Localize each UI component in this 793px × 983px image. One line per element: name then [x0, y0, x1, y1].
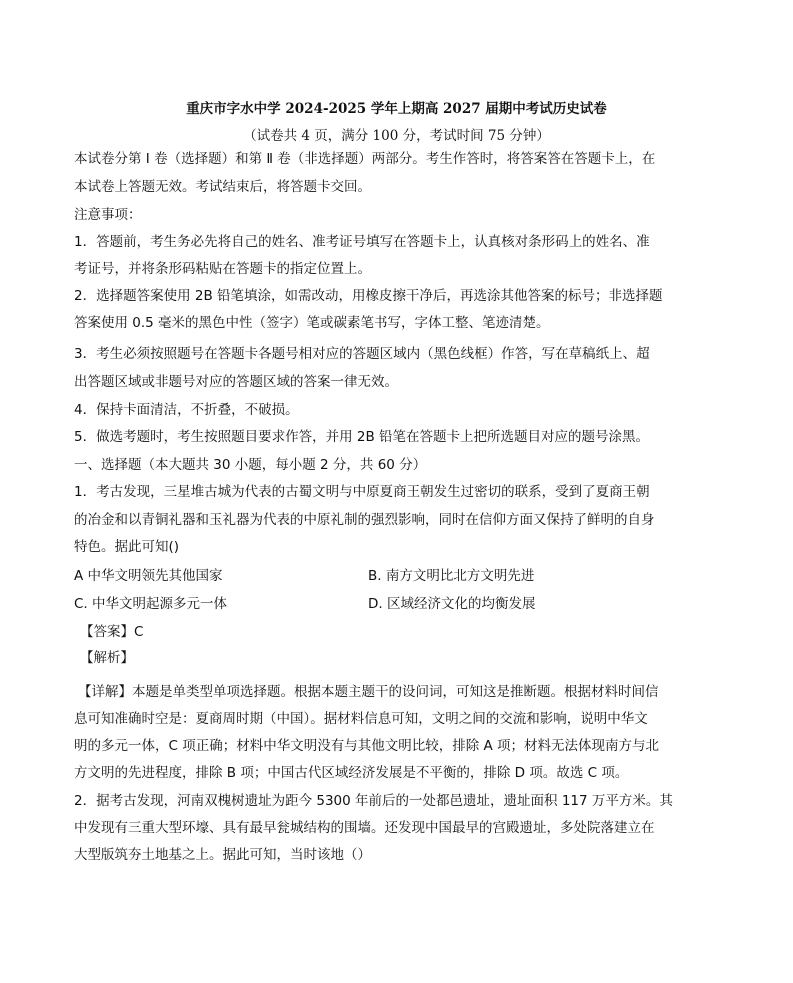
note-2-line-1: 2．选择题答案使用 2B 铅笔填涂，如需改动，用橡皮擦干净后，再选涂其他答案的标号；非选择题 — [74, 288, 663, 304]
intro-line-1: 本试卷分第 Ⅰ 卷（选择题）和第 Ⅱ 卷（非选择题）两部分。考生作答时，将答案答在答题卡上，在 — [74, 151, 656, 167]
q1-answer: 【答案】C — [80, 624, 144, 640]
q1-analysis-label: 【解析】 — [80, 650, 134, 666]
q1-option-b: B. 南方文明比北方文明先进 — [368, 568, 535, 584]
exam-subtitle: （试卷共 4 页，满分 100 分，考试时间 75 分钟） — [243, 128, 550, 144]
q1-detail-line-3: 明的多元一体，C 项正确；材料中华文明没有与其他文明比较，排除 A 项；材料无法体现南方与北 — [74, 738, 660, 754]
note-5: 5．做选考题时，考生按照题目要求作答，并用 2B 铅笔在答题卡上把所选题目对应的题号涂黑。 — [74, 429, 650, 445]
q1-line-2: 的冶金和以青铜礼器和玉礼器为代表的中原礼制的强烈影响，同时在信仰方面又保持了鲜明的自身 — [74, 512, 655, 528]
note-4: 4．保持卡面清洁，不折叠，不破损。 — [74, 402, 299, 418]
note-1-line-1: 1．答题前，考生务必先将自己的姓名、准考证号填写在答题卡上，认真核对条形码上的姓名、准 — [74, 234, 650, 250]
note-3-line-1: 3．考生必须按照题号在答题卡各题号相对应的答题区域内（黑色线框）作答，写在草稿纸上、超 — [74, 346, 650, 362]
q1-detail-line-4: 方文明的先进程度，排除 B 项；中国古代区域经济发展是不平衡的，排除 D 项。故选 C 项。 — [74, 765, 629, 781]
note-1-line-2: 考证号，并将条形码粘贴在答题卡的指定位置上。 — [74, 261, 371, 277]
q1-detail-line-2: 息可知准确时空是：夏商周时期（中国）。据材料信息可知，文明之间的交流和影响，说明中华文 — [74, 711, 648, 727]
q1-detail-line-1: 【详解】本题是单类型单项选择题。根据本题主题干的设问词，可知这是推断题。根据材料时间信 — [78, 684, 659, 700]
note-2-line-2: 答案使用 0.5 毫米的黑色中性（签字）笔或碳素笔书写，字体工整、笔迹清楚。 — [74, 315, 550, 331]
q2-line-2: 中发现有三重大型环壕、具有最早瓮城结构的围墙。还发现中国最早的宫殿遗址，多处院落建立在 — [74, 820, 655, 836]
q1-line-1: 1．考古发现，三星堆古城为代表的古蜀文明与中原夏商王朝发生过密切的联系，受到了夏商王朝 — [74, 484, 650, 500]
exam-title: 重庆市字水中学 2024-2025 学年上期高 2027 届期中考试历史试卷 — [186, 101, 607, 117]
notes-heading: 注意事项： — [74, 207, 142, 223]
q1-option-a: A 中华文明领先其他国家 — [74, 568, 223, 584]
q2-line-3: 大型版筑夯土地基之上。据此可知，当时该地（） — [74, 847, 371, 863]
q1-option-c: C. 中华文明起源多元一体 — [74, 596, 228, 612]
section-1-heading: 一、选择题（本大题共 30 小题，每小题 2 分，共 60 分） — [74, 457, 427, 473]
q2-line-1: 2．据考古发现，河南双槐树遗址为距今 5300 年前后的一处都邑遗址，遗址面积 117 万平方米。其 — [74, 793, 673, 809]
q1-option-d: D. 区域经济文化的均衡发展 — [368, 596, 536, 612]
q1-line-3: 特色。据此可知() — [74, 539, 180, 555]
intro-line-2: 本试卷上答题无效。考试结束后，将答题卡交回。 — [74, 179, 371, 195]
note-3-line-2: 出答题区域或非题号对应的答题区域的答案一律无效。 — [74, 374, 398, 390]
